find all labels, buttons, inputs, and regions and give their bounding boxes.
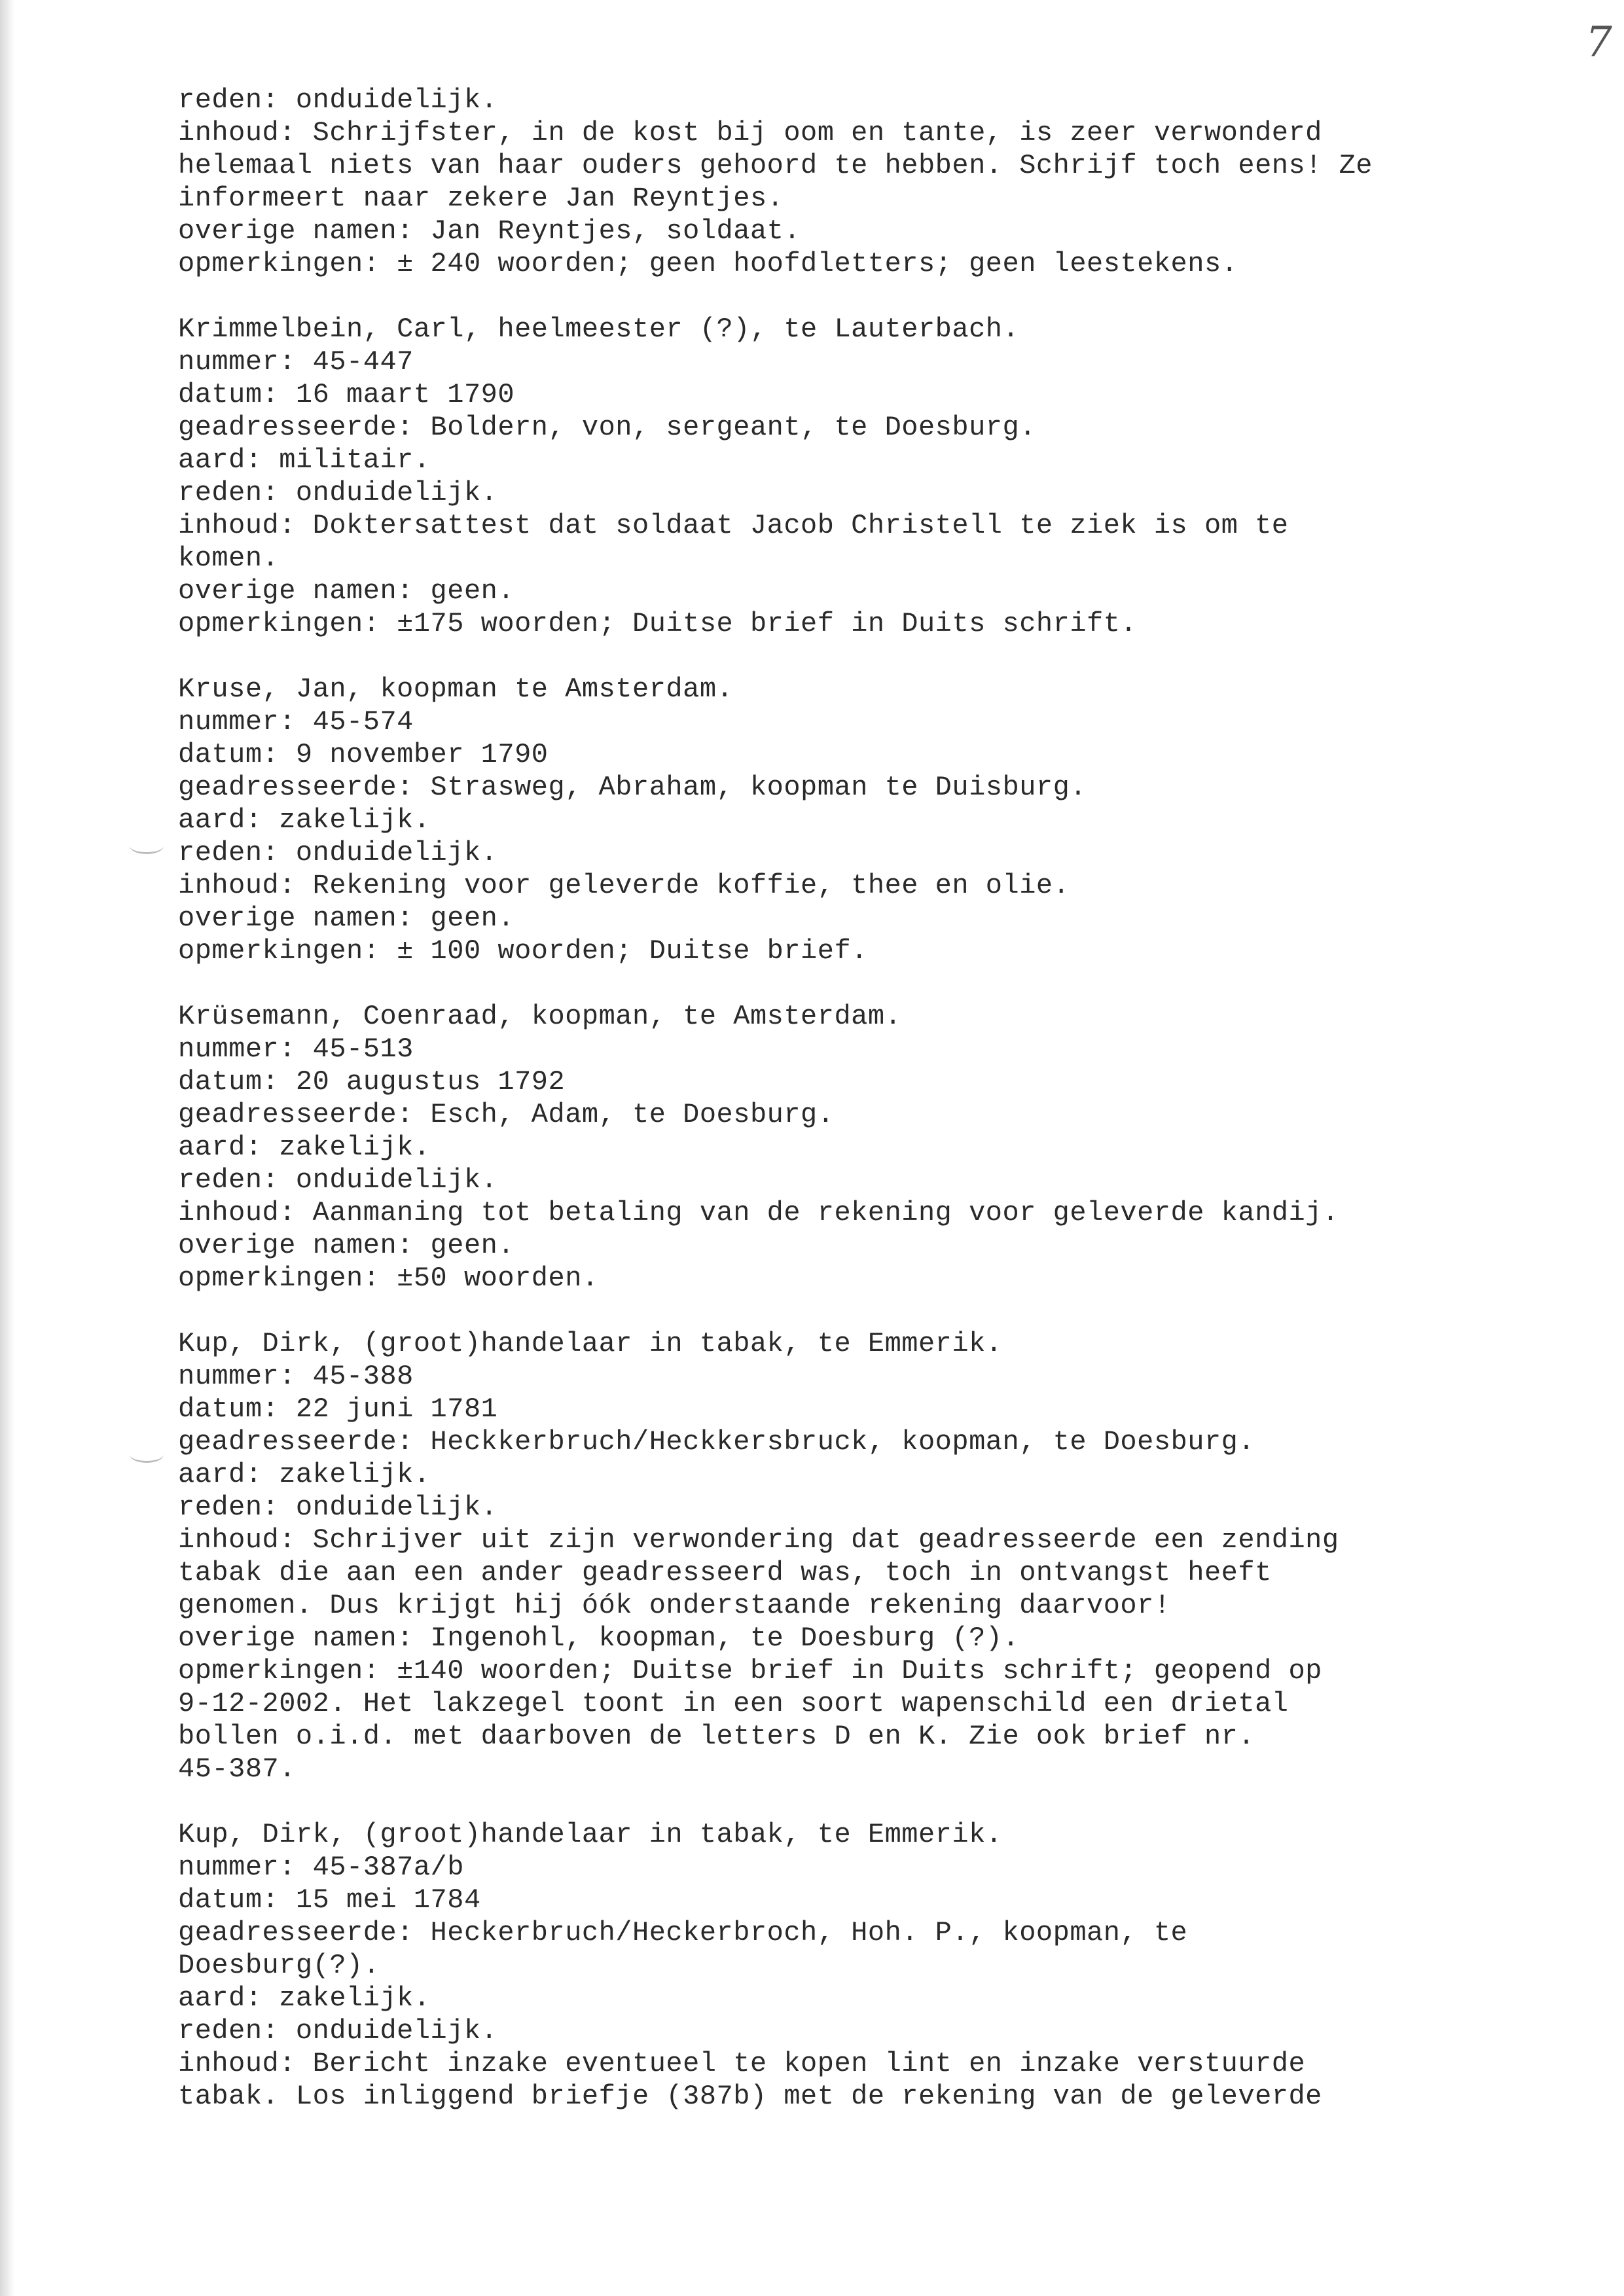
entry-heading: Kup, Dirk, (groot)handelaar in tabak, te Emmerik. <box>178 1819 1003 1850</box>
entry-line: nummer: 45-574 <box>178 706 414 738</box>
entry-line: aard: zakelijk. <box>178 1982 431 2014</box>
entry-line: overige namen: Jan Reyntjes, soldaat. <box>178 215 801 247</box>
entry-line: reden: onduidelijk. <box>178 477 498 509</box>
entry-line: nummer: 45-513 <box>178 1033 414 1065</box>
letter-entry-kruse <box>178 673 1500 967</box>
continued-entry <box>178 84 1500 280</box>
entry-line: inhoud: Rekening voor geleverde koffie, thee en olie. <box>178 870 1070 901</box>
entry-line: nummer: 45-388 <box>178 1361 414 1392</box>
entry-line: datum: 16 maart 1790 <box>178 379 515 410</box>
entry-line: reden: onduidelijk. <box>178 1164 498 1196</box>
entry-line: datum: 20 augustus 1792 <box>178 1066 566 1098</box>
entry-line: datum: 9 november 1790 <box>178 739 549 770</box>
entry-line: tabak die aan een ander geadresseerd was, toch in ontvangst heeft <box>178 1557 1272 1588</box>
entry-line: aard: zakelijk. <box>178 804 431 836</box>
entry-line: tabak. Los inliggend briefje (387b) met de rekening van de geleverde <box>178 2081 1322 2112</box>
entry-line: aard: zakelijk. <box>178 1459 431 1490</box>
scan-edge-shadow <box>0 0 14 2296</box>
entry-line: inhoud: Doktersattest dat soldaat Jacob Christell te ziek is om te <box>178 510 1289 541</box>
entry-line: geadresseerde: Strasweg, Abraham, koopman te Duisburg. <box>178 772 1087 803</box>
margin-pencil-mark <box>130 838 164 854</box>
entry-line: geadresseerde: Boldern, von, sergeant, te Doesburg. <box>178 412 1036 443</box>
handwritten-page-number: 7 <box>1585 18 1612 67</box>
entry-line: komen. <box>178 543 280 574</box>
entry-line: genomen. Dus krijgt hij óók onderstaande rekening daarvoor! <box>178 1590 1171 1621</box>
entry-line: informeert naar zekere Jan Reyntjes. <box>178 183 784 214</box>
entry-line: inhoud: Aanmaning tot betaling van de rekening voor geleverde kandij. <box>178 1197 1339 1229</box>
entry-heading: Krimmelbein, Carl, heelmeester (?), te Lauterbach. <box>178 314 1020 345</box>
entry-line: geadresseerde: Esch, Adam, te Doesburg. <box>178 1099 835 1130</box>
entry-line: overige namen: geen. <box>178 575 515 607</box>
margin-pencil-mark <box>130 1446 164 1463</box>
entry-line: opmerkingen: ±175 woorden; Duitse brief in Duits schrift. <box>178 608 1138 639</box>
document-body <box>178 84 1500 2145</box>
entry-line: reden: onduidelijk. <box>178 1492 498 1523</box>
entry-line: geadresseerde: Heckerbruch/Heckerbroch, Hoh. P., koopman, te <box>178 1917 1188 1948</box>
letter-entry-krusemann <box>178 1000 1500 1295</box>
entry-line: reden: onduidelijk. <box>178 837 498 869</box>
entry-heading: Kruse, Jan, koopman te Amsterdam. <box>178 673 734 705</box>
entry-line: inhoud: Schrijfster, in de kost bij oom en tante, is zeer verwonderd <box>178 117 1322 149</box>
entry-line: aard: zakelijk. <box>178 1132 431 1163</box>
entry-line: overige namen: geen. <box>178 1230 515 1261</box>
letter-entry-kup-388 <box>178 1327 1500 1785</box>
entry-line: opmerkingen: ± 240 woorden; geen hoofdletters; geen leestekens. <box>178 248 1238 279</box>
entry-line: opmerkingen: ± 100 woorden; Duitse brief. <box>178 935 868 967</box>
entry-line: inhoud: Bericht inzake eventueel te kopen lint en inzake verstuurde <box>178 2048 1306 2079</box>
letter-entry-kup-387 <box>178 1818 1500 2113</box>
letter-entry-krimmelbein <box>178 313 1500 640</box>
entry-heading: Krüsemann, Coenraad, koopman, te Amsterdam. <box>178 1001 902 1032</box>
entry-heading: Kup, Dirk, (groot)handelaar in tabak, te Emmerik. <box>178 1328 1003 1359</box>
entry-line: aard: militair. <box>178 444 431 476</box>
entry-line: 9-12-2002. Het lakzegel toont in een soort wapenschild een drietal <box>178 1688 1289 1719</box>
entry-line: reden: onduidelijk. <box>178 84 498 116</box>
entry-line: helemaal niets van haar ouders gehoord te hebben. Schrijf toch eens! Ze <box>178 150 1373 181</box>
entry-line: nummer: 45-387a/b <box>178 1852 464 1883</box>
entry-line: overige namen: geen. <box>178 903 515 934</box>
entry-line: overige namen: Ingenohl, koopman, te Doesburg (?). <box>178 1623 1020 1654</box>
entry-line: bollen o.i.d. met daarboven de letters D en K. Zie ook brief nr. <box>178 1721 1255 1752</box>
entry-line: reden: onduidelijk. <box>178 2015 498 2047</box>
entry-line: Doesburg(?). <box>178 1950 380 1981</box>
entry-line: datum: 15 mei 1784 <box>178 1884 481 1916</box>
entry-line: geadresseerde: Heckkerbruch/Heckkersbruck, koopman, te Doesburg. <box>178 1426 1255 1458</box>
entry-line: datum: 22 juni 1781 <box>178 1393 498 1425</box>
entry-line: inhoud: Schrijver uit zijn verwondering dat geadresseerde een zending <box>178 1524 1339 1556</box>
entry-line: 45-387. <box>178 1753 296 1785</box>
entry-line: opmerkingen: ±140 woorden; Duitse brief in Duits schrift; geopend op <box>178 1655 1322 1687</box>
entry-line: opmerkingen: ±50 woorden. <box>178 1263 599 1294</box>
entry-line: nummer: 45-447 <box>178 346 414 378</box>
